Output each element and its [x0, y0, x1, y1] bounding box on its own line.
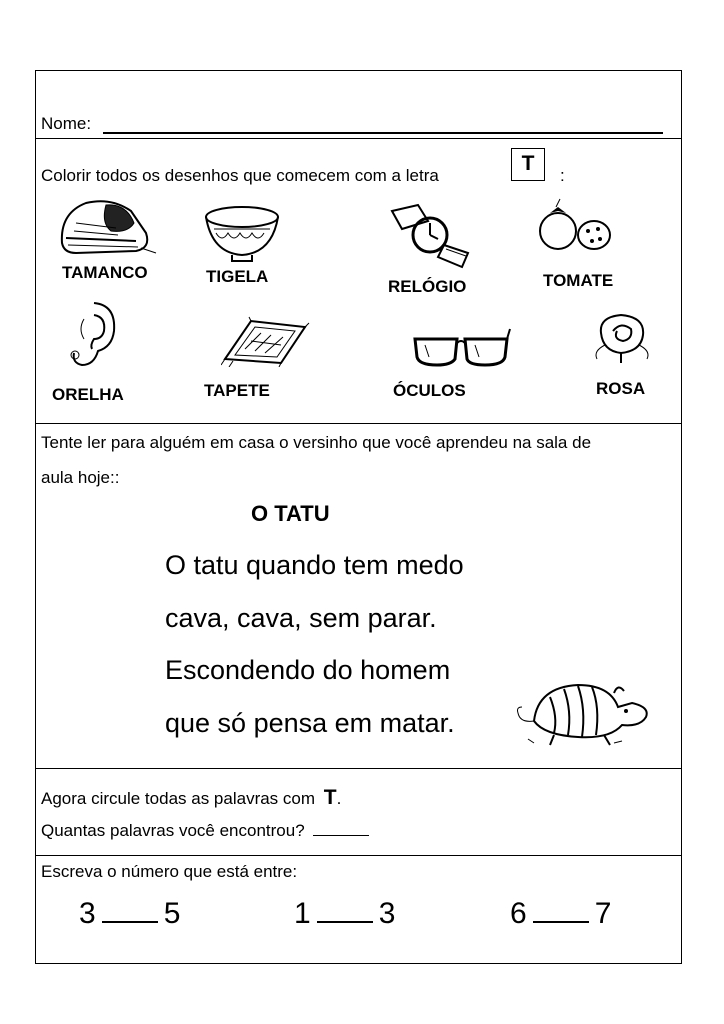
label-tigela: TIGELA [206, 267, 269, 286]
label-orelha: ORELHA [52, 385, 124, 404]
coloring-instruction: Colorir todos os desenhos que comecem com a letra [41, 166, 439, 185]
ear-icon[interactable] [64, 299, 119, 371]
label-tomate: TOMATE [543, 271, 614, 290]
number-pair-2: 1 3 [294, 897, 396, 930]
count-question: Quantas palavras você encontrou? [41, 821, 369, 841]
count-answer-blank[interactable] [313, 835, 369, 836]
number-pair-3: 6 7 [510, 897, 612, 930]
circle-letter: T [323, 786, 337, 809]
tomato-icon[interactable] [536, 197, 616, 259]
instruction-colon: : [560, 166, 565, 185]
reading-instruction-line1: Tente ler para alguém em casa o versinho que você aprendeu na sala de [41, 433, 592, 452]
bowl-icon[interactable] [202, 203, 282, 263]
label-tamanco: TAMANCO [62, 263, 148, 282]
poem-line: Escondendo do homem [165, 655, 451, 685]
divider [36, 768, 681, 769]
rug-icon[interactable] [221, 315, 311, 367]
letter-box: T [511, 148, 545, 181]
glasses-icon[interactable] [411, 327, 511, 369]
answer-blank[interactable] [102, 897, 158, 923]
poem-line: cava, cava, sem parar. [165, 603, 437, 633]
label-rosa: ROSA [596, 379, 646, 398]
circle-instruction: Agora circule todas as palavras com T. [41, 786, 342, 809]
watch-icon[interactable] [388, 201, 473, 269]
name-label: Nome: [41, 114, 92, 133]
answer-blank[interactable] [533, 897, 589, 923]
worksheet [35, 70, 682, 964]
divider [36, 138, 681, 139]
answer-blank[interactable] [317, 897, 373, 923]
poem-line: que só pensa em matar. [165, 708, 455, 738]
armadillo-icon [514, 677, 652, 747]
divider [36, 855, 681, 856]
clog-icon[interactable] [56, 193, 161, 263]
reading-instruction-line2: aula hoje:: [41, 468, 120, 487]
poem-title: O TATU [251, 501, 330, 526]
name-input-line[interactable] [103, 132, 663, 134]
rose-icon[interactable] [591, 311, 653, 363]
between-instruction: Escreva o número que está entre: [41, 862, 298, 881]
poem-line: O tatu quando tem medo [165, 550, 464, 580]
label-tapete: TAPETE [204, 381, 270, 400]
label-relogio: RELÓGIO [388, 277, 467, 296]
label-oculos: ÓCULOS [393, 381, 466, 400]
divider [36, 423, 681, 424]
number-pair-1: 3 5 [79, 897, 181, 930]
